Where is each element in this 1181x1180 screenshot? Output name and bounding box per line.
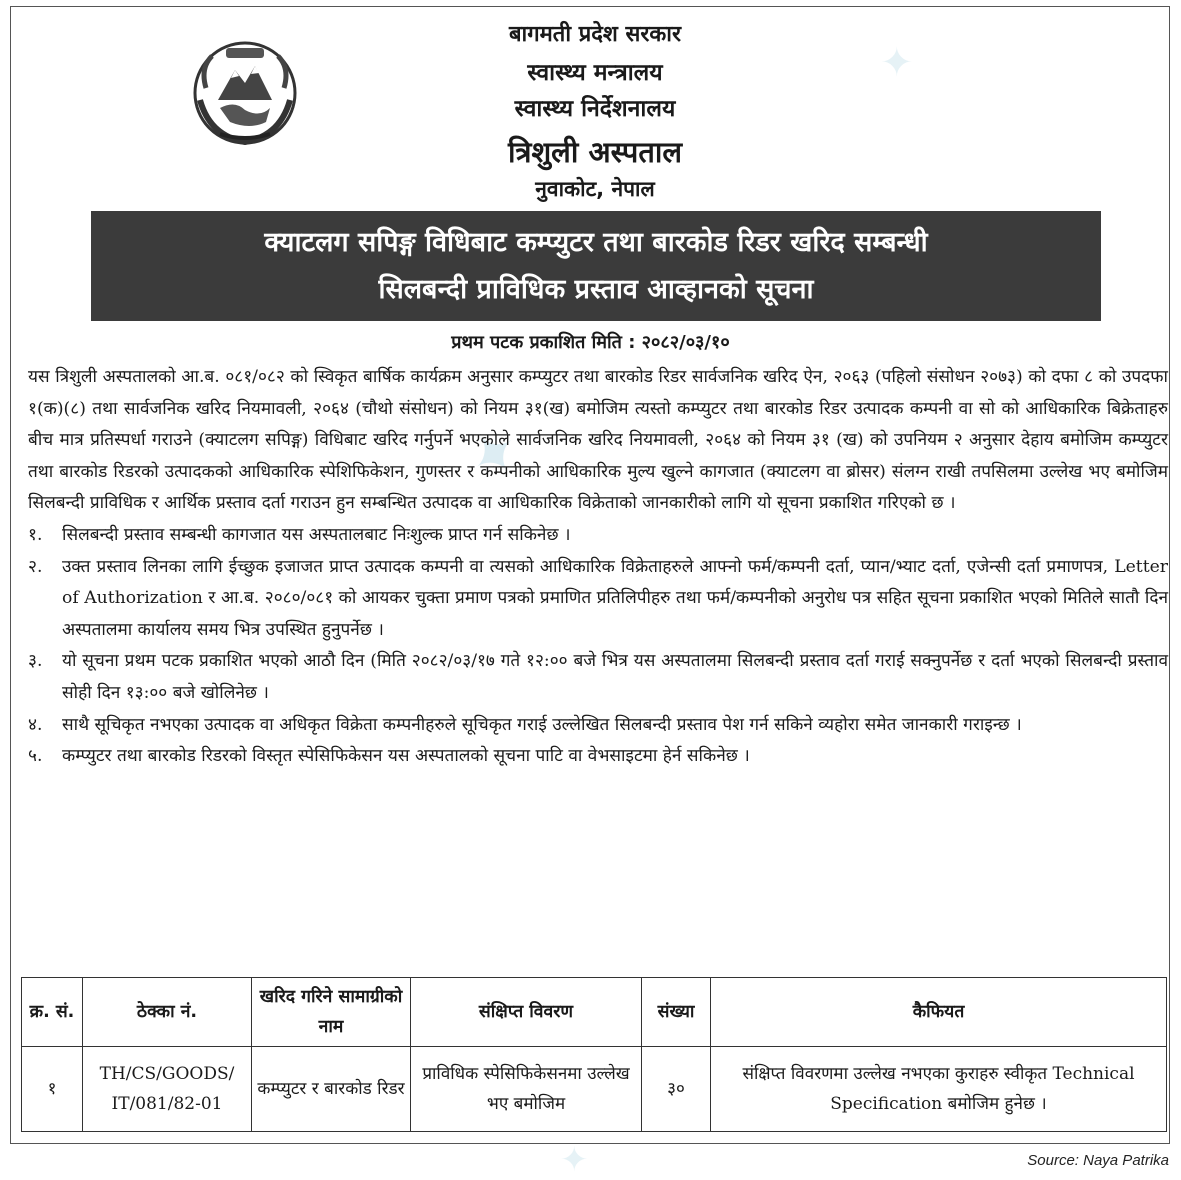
item-number: ५. [28, 746, 43, 767]
cell-brief-description: प्राविधिक स्पेसिफिकेसनमा उल्लेख भए बमोजिम [411, 1047, 642, 1132]
header-brief-description: संक्षिप्त विवरण [411, 978, 642, 1047]
watermark: ✦ [880, 40, 914, 86]
list-item [28, 646, 1168, 709]
item-number: ४. [28, 714, 43, 735]
hospital-name: त्रिशुली अस्पताल [507, 135, 683, 169]
cell-remarks: संक्षिप्त विवरणमा उल्लेख नभएका कुराहरु स्वीकृत Technical Specification बमोजिम हुनेछ । [711, 1047, 1167, 1132]
header-quantity: संख्या [642, 978, 711, 1047]
list-item [28, 520, 1168, 552]
list-item [28, 552, 1168, 647]
item-number: २. [28, 556, 43, 577]
hospital-location: नुवाकोट, नेपाल [535, 177, 655, 201]
item-text: यो सूचना प्रथम पटक प्रकाशित भएको आठौ दिन (मिति २०८२/०३/१७ गते १२:०० बजे भित्र यस अस्पतालमा सिलबन्दी प्रस्ताव दर्ता गराई सक्नुपर्नेछ र दर्ता भएको सिलबन्दी प्रस्ताव सोही दिन १३:०० बजे खोलिनेछ । [62, 651, 1168, 703]
header-remarks: कैफियत [711, 978, 1167, 1047]
directorate-name: स्वास्थ्य निर्देशनालय [514, 96, 676, 122]
notice-items [28, 520, 1168, 773]
item-text: उक्त प्रस्ताव लिनका लागि ईच्छुक इजाजत प्राप्त उत्पादक कम्पनी वा त्यसको आधिकारिक विक्रेताहरुले आफ्नो फर्म/कम्पनी दर्ता, प्यान/भ्याट दर्ता, एजेन्सी दर्ता प्रमाणपत्र, Letter of Authorization र आ.ब. २०८०/०८१ को आयकर चुक्ता प्रमाण पत्रको प्रमाणित प्रतिलिपीहरु तथा फर्म/कम्पनीको अनुरोध पत्र सहित सूचना प्रकाशित भएको मितिले सातौ दिन अस्पतालमा कार्यालय समय भित्र उपस्थित हुनुपर्नेछ । [62, 556, 1168, 640]
intro-paragraph: यस त्रिशुली अस्पतालको आ.ब. ०८१/०८२ को स्विकृत बार्षिक कार्यक्रम अनुसार कम्प्युटर तथा बारकोड रिडर सार्वजनिक खरिद ऐन, २०६३ (पहिलो संसोधन २०७३) को दफा ८ को उपदफा १(क)(८) तथा सार्वजनिक खरिद नियमावली, २०६४ (चौथो संसोधन) को नियम ३१(ख) बमोजिम त्यस्तो कम्प्युटर तथा बारकोड रिडर उत्पादक कम्पनी वा सो को आधिकारिक बिक्रेताहरु बीच मात्र प्रतिस्पर्धा गराउने (क्याटलग सपिङ्ग) विधिबाट खरिद गर्नुपर्ने भएकोले सार्वजनिक खरिद नियमावली, २०६४ को नियम ३१ (ख) को उपनियम २ अनुसार देहाय बमोजिम कम्प्युटर तथा बारकोड रिडरको उत्पादकको आधिकारिक स्पेशिफिकेशन, गुणस्तर र कम्पनीको आधिकारिक मुल्य खुल्ने कागजात (क्याटलग वा ब्रोसर) संलग्न राखी तपसिलमा उल्लेख भए बमोजिम सिलबन्दी प्राविधिक र आर्थिक प्रस्ताव दर्ता गराउन हुन सम्बन्धित उत्पादक वा आधिकारिक विक्रेताको जानकारीको लागि यो सूचना प्रकाशित गरिएको छ । [28, 367, 1168, 514]
header-serial: क्र. सं. [22, 978, 83, 1047]
cell-item-name: कम्प्युटर र बारकोड रिडर [252, 1047, 411, 1132]
item-text: सिलबन्दी प्रस्ताव सम्बन्धी कागजात यस अस्पतालबाट निःशुल्क प्राप्त गर्न सकिनेछ । [62, 524, 571, 545]
notice-body [28, 362, 1168, 773]
procurement-table [21, 977, 1167, 1132]
cell-contract-no: TH/CS/GOODS/ IT/081/82-01 [83, 1047, 252, 1132]
list-item [28, 710, 1168, 742]
list-item [28, 741, 1168, 773]
notice-title-line-2: सिलबन्दी प्राविधिक प्रस्ताव आव्हानको सूचना [378, 274, 814, 305]
watermark: ✦ [453, 411, 537, 499]
cell-serial: १ [22, 1047, 83, 1132]
notice-title-line-1: क्याटलग सपिङ्ग विधिबाट कम्प्युटर तथा बारकोड रिडर खरिद सम्बन्धी [264, 227, 928, 258]
item-number: ३. [28, 651, 43, 672]
source-credit: Source: Naya Patrika [1027, 1152, 1169, 1169]
header-item-name: खरिद गरिने सामाग्रीको नाम [252, 978, 411, 1047]
ministry-name: स्वास्थ्य मन्त्रालय [527, 60, 663, 86]
header-contract-no: ठेक्का नं. [83, 978, 252, 1047]
item-number: १. [28, 524, 43, 545]
notice-title-banner [91, 211, 1101, 321]
item-text: कम्प्युटर तथा बारकोड रिडरको विस्तृत स्पेसिफिकेसन यस अस्पतालको सूचना पाटि वा वेभसाइटमा हेर्न सकिनेछ । [62, 746, 750, 767]
table-row [22, 1047, 1167, 1132]
item-text: साथै सूचिकृत नभएका उत्पादक वा अधिकृत विक्रेता कम्पनीहरुले सूचिकृत गराई उल्लेखित सिलबन्दी प्रस्ताव पेश गर्न सकिने व्यहोरा समेत जानकारी गराइन्छ । [62, 714, 1022, 735]
watermark: ✦ [560, 1140, 589, 1180]
publish-date: प्रथम पटक प्रकाशित मिति : २०८२/०३/१० [451, 332, 730, 353]
table-header-row [22, 978, 1167, 1047]
nepal-emblem-icon [190, 38, 300, 148]
cell-quantity: ३० [642, 1047, 711, 1132]
government-name: बागमती प्रदेश सरकार [509, 22, 681, 47]
